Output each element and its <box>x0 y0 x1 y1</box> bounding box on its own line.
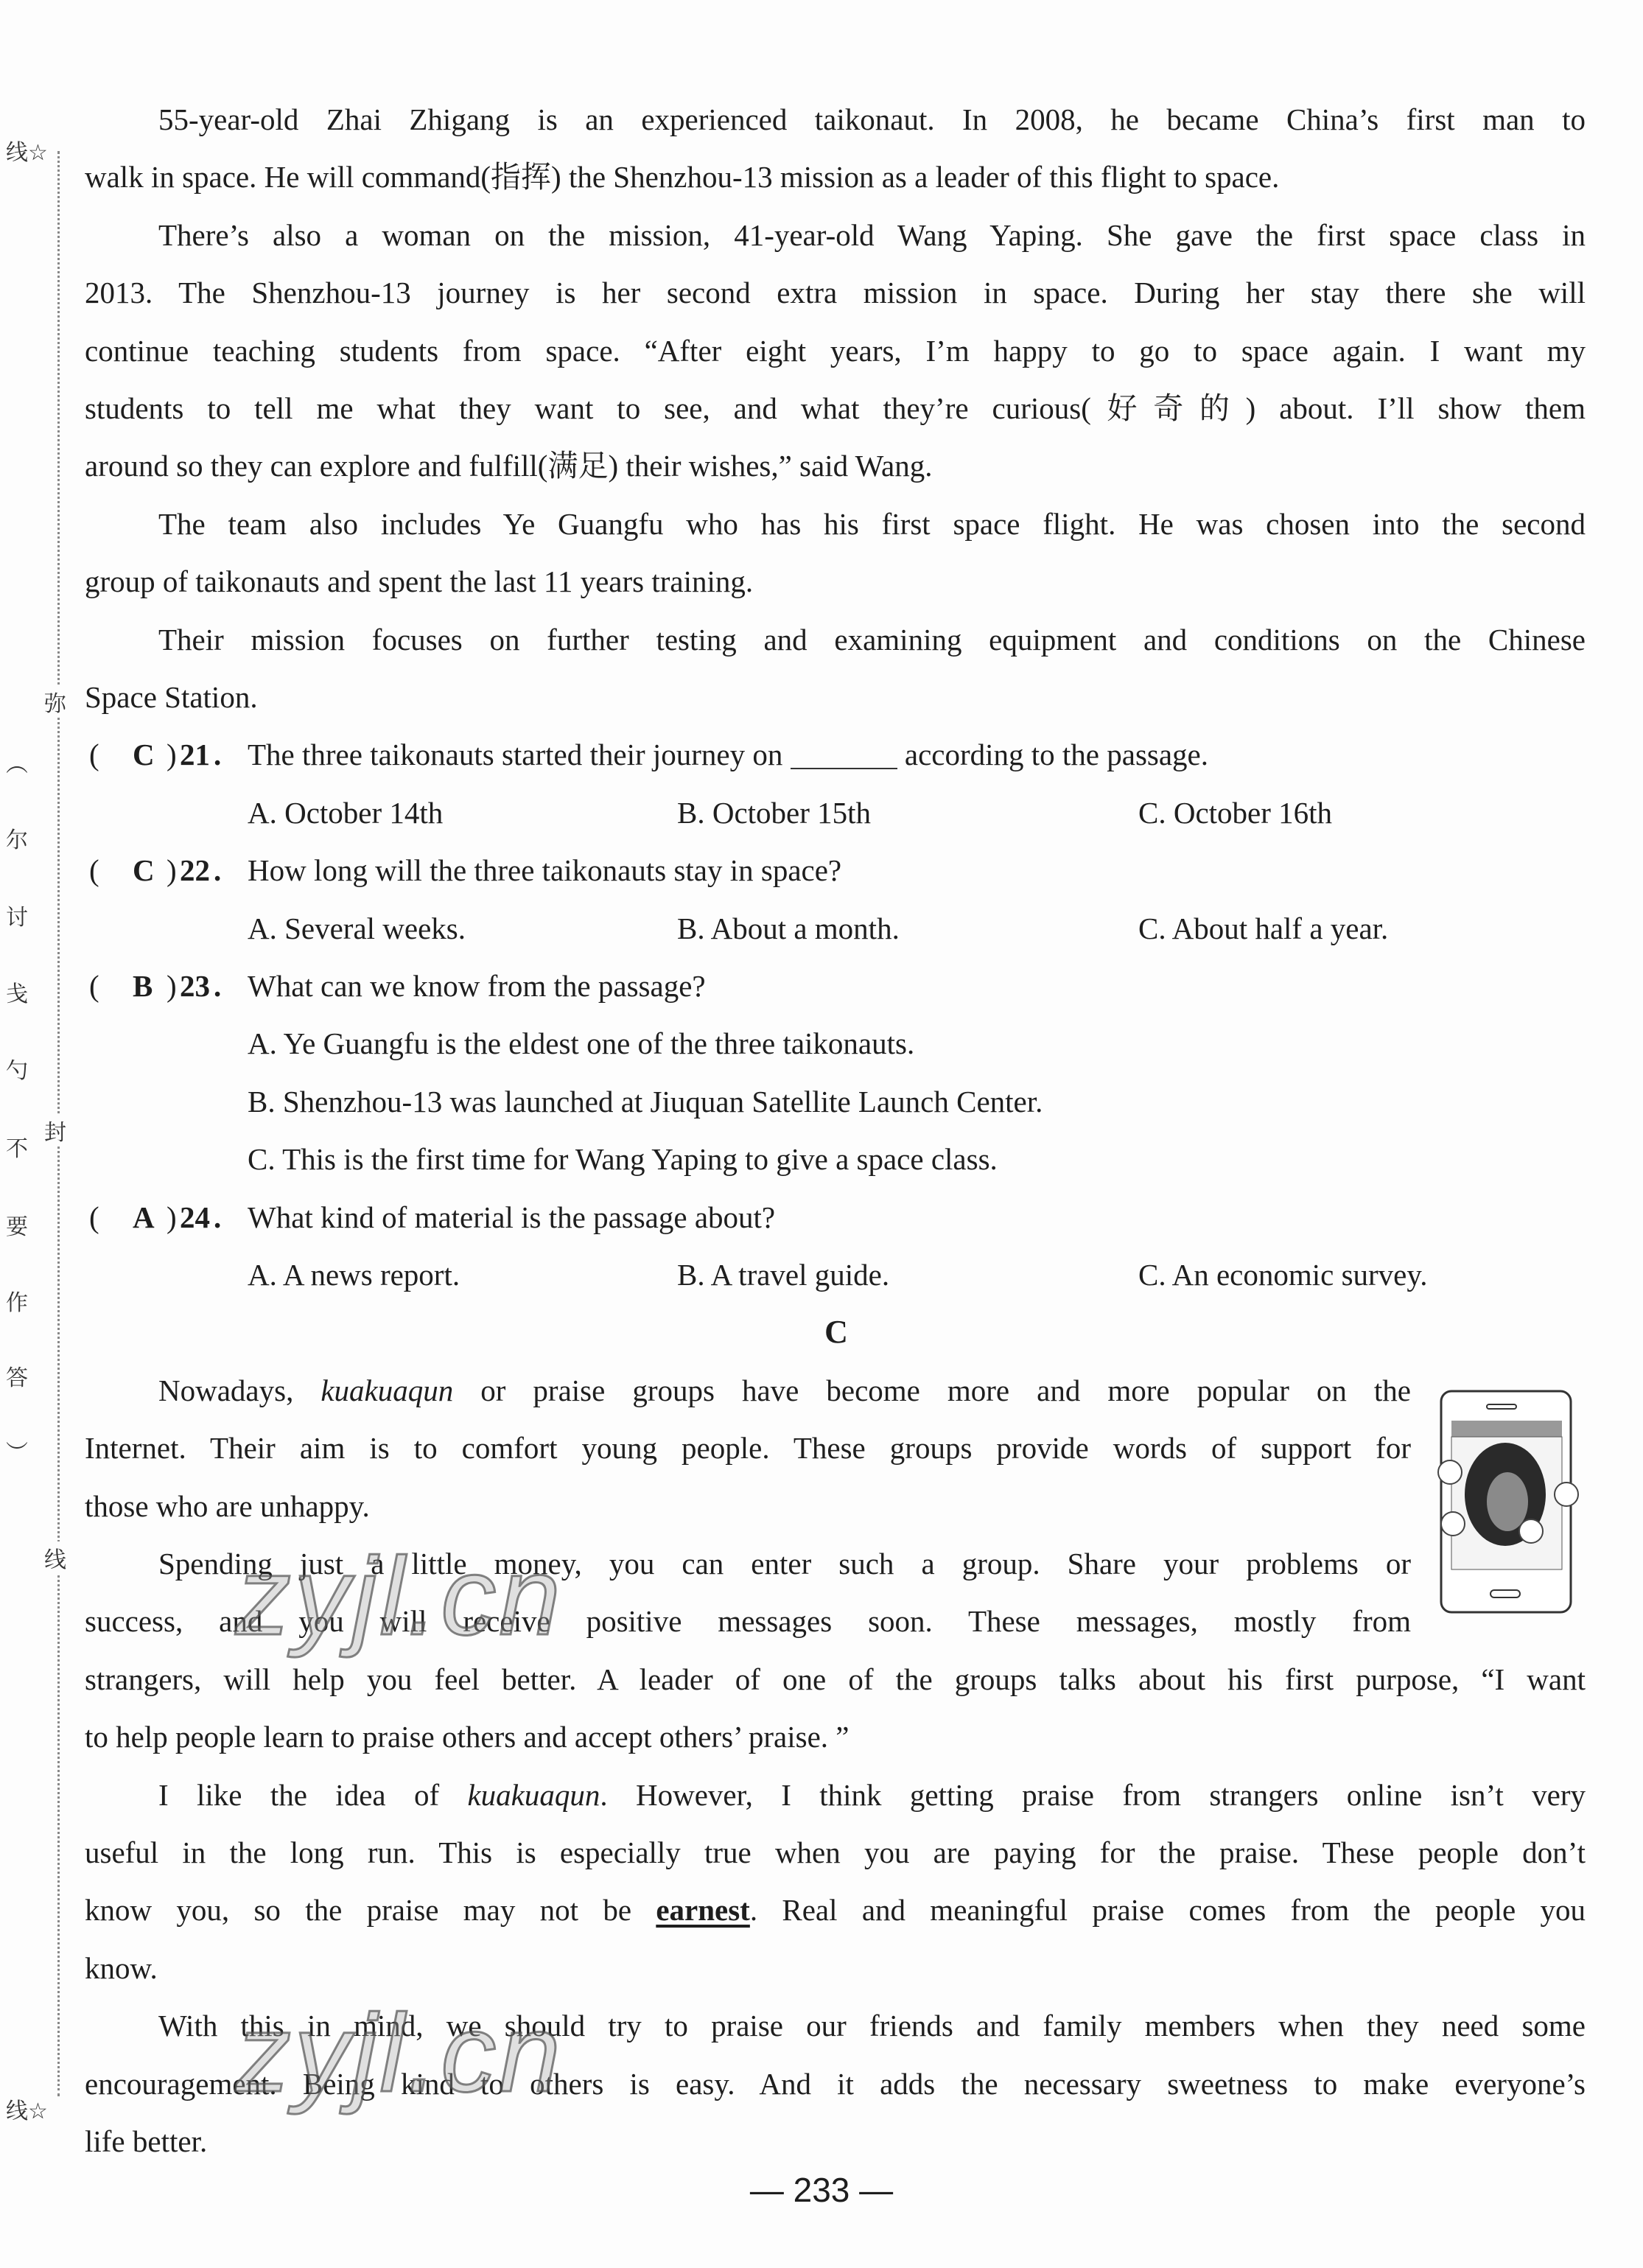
paren-open: ( <box>89 738 99 771</box>
text-run: . Real and meaningful praise comes from the people you <box>749 1893 1586 1927</box>
text-run: to help people learn to praise others and accept others’ praise. ” <box>85 1720 849 1754</box>
question-number-dot: . <box>214 738 222 771</box>
cut-line-mark-top: 线☆ <box>6 140 48 166</box>
text-run: B. Shenzhou-13 was launched at Jiuquan Satellite Launch Center. <box>248 1085 1043 1119</box>
margin-notice-char: 答 <box>6 1365 28 1391</box>
margin-notice-char: 勺 <box>6 1058 28 1084</box>
seal-char: 弥 <box>44 685 66 718</box>
margin-notice-char: ︶ <box>6 1441 28 1466</box>
text-run: Spending just a little money, you can enter such a group. Share your problems or <box>158 1547 1411 1581</box>
answer-option: B. About a month. <box>677 911 900 945</box>
text-run: What kind of material is the passage about? <box>248 1200 776 1234</box>
text-run: encouragement. Being kind to others is easy. And it adds the necessary sweetness to make everyone’s <box>85 2067 1586 2101</box>
text-run: useful in the long run. This is especially true when you are paying for the praise. These people don’t <box>85 1835 1586 1869</box>
text-run: know. <box>85 1951 158 1985</box>
answer-option: A. Several weeks. <box>248 911 466 945</box>
text-run: Their mission focuses on further testing and examining equipment and conditions on the Chinese <box>158 623 1586 657</box>
text-run: How long will the three taikonauts stay in space? <box>248 853 842 887</box>
text-line <box>85 502 1586 546</box>
paren-open: ( <box>89 853 99 887</box>
text-line <box>85 329 1586 373</box>
text-line <box>85 155 1586 199</box>
text-run: those who are unhappy. <box>85 1489 370 1523</box>
text-line <box>85 675 1586 719</box>
paren-close: ) <box>167 738 177 771</box>
underlined-word: earnest <box>656 1893 750 1927</box>
question-text <box>248 1195 775 1239</box>
seal-char: 封 <box>44 1114 66 1147</box>
section-heading: C <box>824 1314 848 1350</box>
text-run: Internet. Their aim is to comfort young people. These groups provide words of support for <box>85 1431 1411 1465</box>
text-line <box>85 1426 1411 1470</box>
text-run: students to tell me what they want to see, and what they’re curious(好奇的) about. I’ll show them <box>85 391 1586 425</box>
text-line <box>85 1888 1586 1932</box>
text-run: I like the idea of <box>158 1778 468 1812</box>
text-line <box>85 1830 1586 1875</box>
selected-answer: C <box>133 738 155 771</box>
text-run: life better. <box>85 2124 208 2158</box>
text-run: 2013. The Shenzhou-13 journey is her second extra mission in space. During her stay there she will <box>85 276 1586 309</box>
margin-notice-char: 讨 <box>6 905 28 931</box>
text-run: continue teaching students from space. “After eight years, I’m happy to go to space again. I want my <box>85 334 1586 368</box>
paren-open: ( <box>89 1200 99 1234</box>
paren-open: ( <box>89 969 99 1003</box>
page-number: — 233 — <box>749 2171 894 2209</box>
text-run: according to the passage. <box>897 738 1208 771</box>
seal-char: 线 <box>44 1541 66 1574</box>
margin-notice-char: ︵ <box>6 752 28 777</box>
text-line <box>85 559 1586 603</box>
answer-option: C. October 16th <box>1138 796 1333 830</box>
answer-option: B. October 15th <box>677 796 872 830</box>
answer-option: C. About half a year. <box>1138 911 1389 945</box>
margin-notice-char: 不 <box>6 1136 28 1162</box>
margin-notice-char: 作 <box>6 1290 28 1316</box>
text-run: There’s also a woman on the mission, 41-year-old Wang Yaping. She gave the first space class in <box>158 218 1586 252</box>
margin-notice-char: 要 <box>6 1214 28 1240</box>
text-line <box>85 2119 1586 2163</box>
text-run: With this in mind, we should try to praise our friends and family members when they need some <box>158 2009 1586 2043</box>
text-run: C. This is the first time for Wang Yaping to give a space class. <box>248 1142 998 1176</box>
answer-option: A. A news report. <box>248 1258 460 1292</box>
text-run: Space Station. <box>85 680 258 714</box>
question-number: 23 <box>180 969 210 1003</box>
answer-option: B. A travel guide. <box>677 1258 890 1292</box>
text-line <box>85 213 1586 257</box>
italic-term: kuakuaqun <box>467 1778 600 1812</box>
question-number: 24 <box>180 1200 210 1234</box>
selected-answer: A <box>133 1200 155 1234</box>
text-run: walk in space. He will command(指挥) the Shenzhou-13 mission as a leader of this flight to space. <box>85 160 1280 194</box>
question-text <box>248 848 841 892</box>
paren-close: ) <box>167 1200 177 1234</box>
text-run: around so they can explore and fulfill(满足) their wishes,” said Wang. <box>85 449 933 483</box>
text-run: . However, I think getting praise from strangers online isn’t very <box>600 1778 1586 1812</box>
watermark: zyjl.cn <box>236 1534 564 1658</box>
question-number: 22 <box>180 853 210 887</box>
text-run: A. Ye Guangfu is the eldest one of the three taikonauts. <box>248 1026 915 1060</box>
paren-close: ) <box>167 969 177 1003</box>
text-line <box>85 1657 1586 1701</box>
watermark: zyjl.cn <box>236 1991 564 2115</box>
answer-option: A. October 14th <box>248 796 444 830</box>
text-run: strangers, will help you feel better. A leader of one of the groups talks about his first purpose, “I want <box>85 1662 1586 1696</box>
answer-option: C. An economic survey. <box>1138 1258 1428 1292</box>
paren-close: ) <box>167 853 177 887</box>
text-line <box>85 1368 1411 1413</box>
text-run: The team also includes Ye Guangfu who has his first space flight. He was chosen into the second <box>158 507 1586 541</box>
text-run: Nowadays, <box>158 1373 321 1407</box>
answer-option <box>248 1021 914 1065</box>
text-run: The three taikonauts started their journey on <box>248 738 791 771</box>
question-number-dot: . <box>214 969 222 1003</box>
text-run: success, and you will receive positive messages soon. These messages, mostly from <box>85 1604 1411 1638</box>
question-number-dot: . <box>214 1200 222 1234</box>
text-run: or praise groups have become more and more popular on the <box>453 1373 1411 1407</box>
text-line <box>85 386 1586 430</box>
phone-illustration <box>1435 1384 1583 1620</box>
cut-line-mark-bottom: 线☆ <box>6 2099 48 2124</box>
text-line <box>85 97 1586 141</box>
text-run: What can we know from the passage? <box>248 969 706 1003</box>
question-text <box>248 964 706 1008</box>
answer-blank <box>791 738 897 769</box>
text-run: 55-year-old Zhai Zhigang is an experienced taikonaut. In 2008, he became China’s first man to <box>158 102 1586 136</box>
text-line <box>85 444 1586 488</box>
answer-option <box>248 1137 998 1181</box>
text-line <box>85 270 1586 315</box>
text-run: know you, so the praise may not be <box>85 1893 656 1927</box>
text-line <box>85 1773 1586 1817</box>
text-line <box>85 1715 1586 1759</box>
margin-notice-char: 尔 <box>6 827 28 853</box>
selected-answer: B <box>133 969 153 1003</box>
question-number: 21 <box>180 738 210 771</box>
margin-notice-char: 戋 <box>6 981 28 1007</box>
question-number-dot: . <box>214 853 222 887</box>
answer-option <box>248 1079 1043 1124</box>
text-run: group of taikonauts and spent the last 11 years training. <box>85 564 754 598</box>
text-line <box>85 1946 1586 1990</box>
italic-term: kuakuaqun <box>320 1373 454 1407</box>
text-line <box>85 1484 1586 1528</box>
text-line <box>85 617 1586 662</box>
question-text <box>248 732 1208 777</box>
selected-answer: C <box>133 853 155 887</box>
